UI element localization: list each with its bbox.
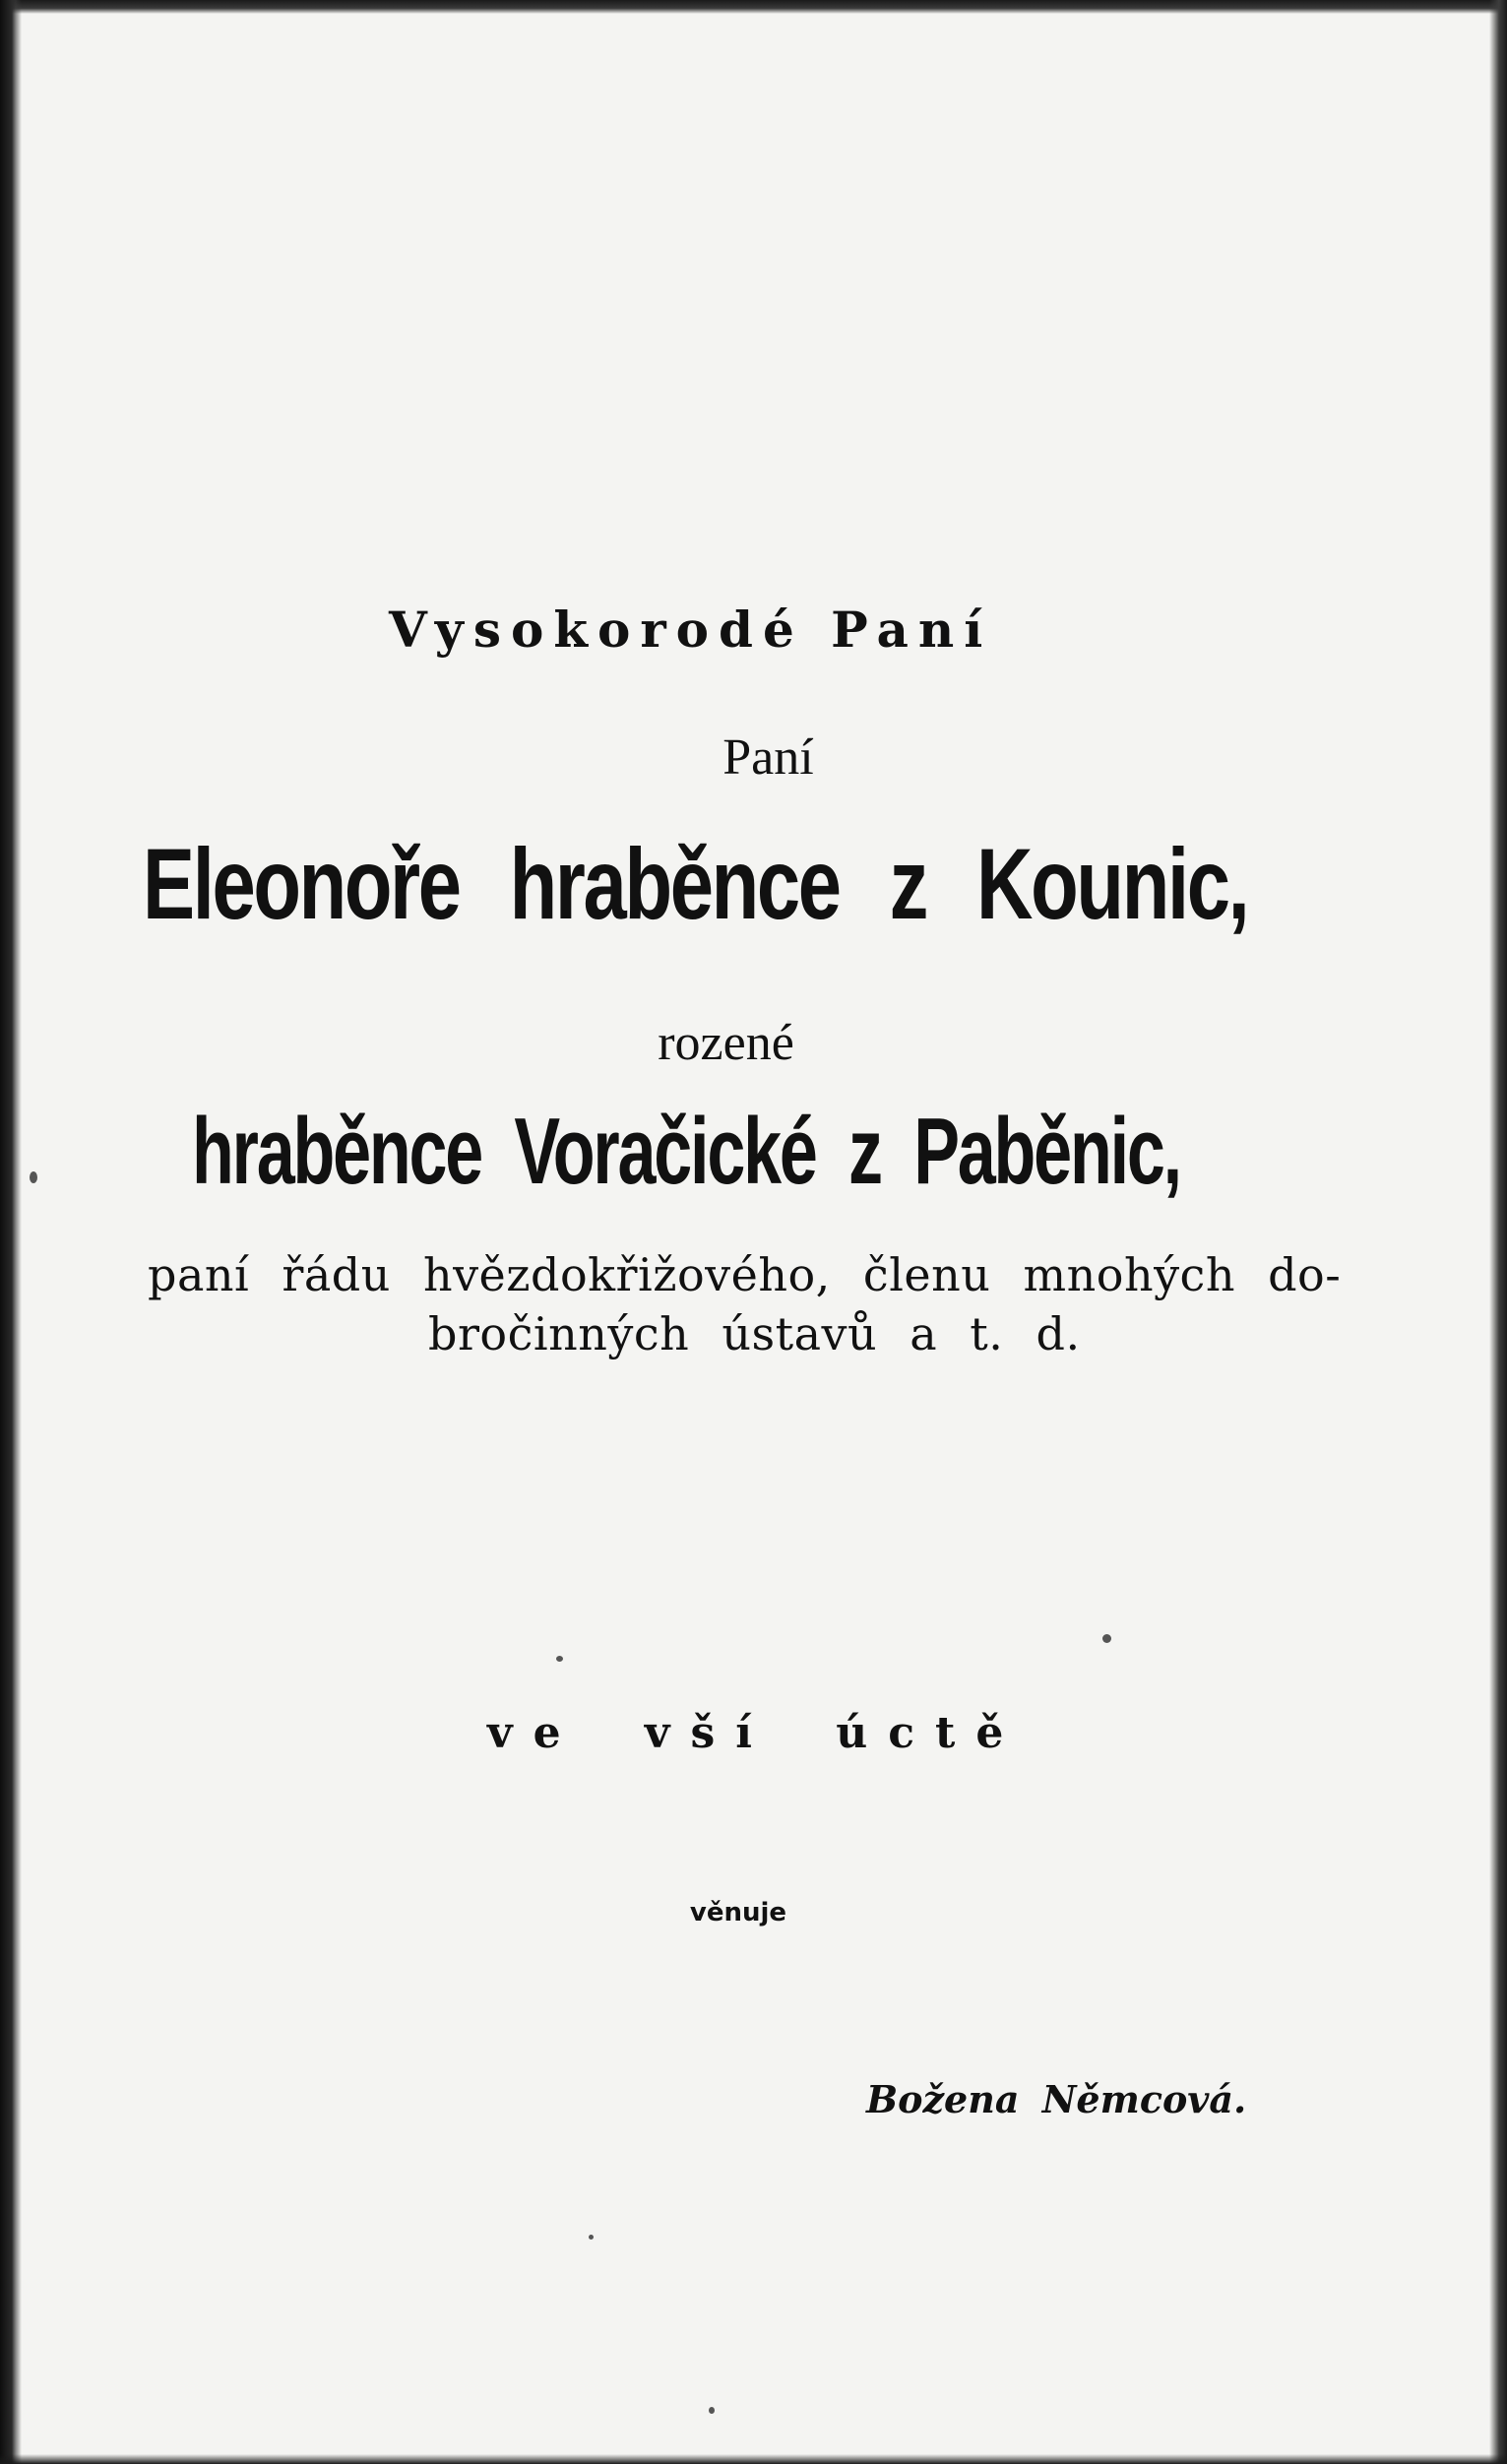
recipient-description-line-1: paní řádu hvězdokřižového, členu mnohých do- (148, 1248, 1342, 1301)
dedicates-word: věnuje (689, 1898, 787, 1927)
born-word: rozené (658, 1015, 794, 1071)
author-signature: Božena Němcová. (866, 2077, 1247, 2121)
scan-speck (709, 2407, 715, 2414)
scan-speck (1102, 1634, 1111, 1643)
scan-edge-top (0, 0, 1507, 14)
respect-phrase: ve vší úctě (487, 1708, 1025, 1758)
scan-speck (589, 2235, 594, 2240)
scan-speck (30, 1171, 37, 1183)
salutation-heading: Vysokorodé Paní (389, 600, 993, 659)
recipient-name-line-1: Eleonoře hraběnce z Kounic, (143, 828, 1248, 940)
scan-edge-right (1489, 0, 1507, 2464)
scan-edge-left (0, 0, 22, 2464)
recipient-name-line-2: hraběnce Voračické z Paběnic, (192, 1099, 1180, 1204)
scan-speck (556, 1656, 563, 1662)
title-word: Paní (722, 729, 814, 786)
scan-edge-bottom (0, 2454, 1507, 2464)
recipient-description-line-2: bročinných ústavů a t. d. (428, 1307, 1081, 1360)
